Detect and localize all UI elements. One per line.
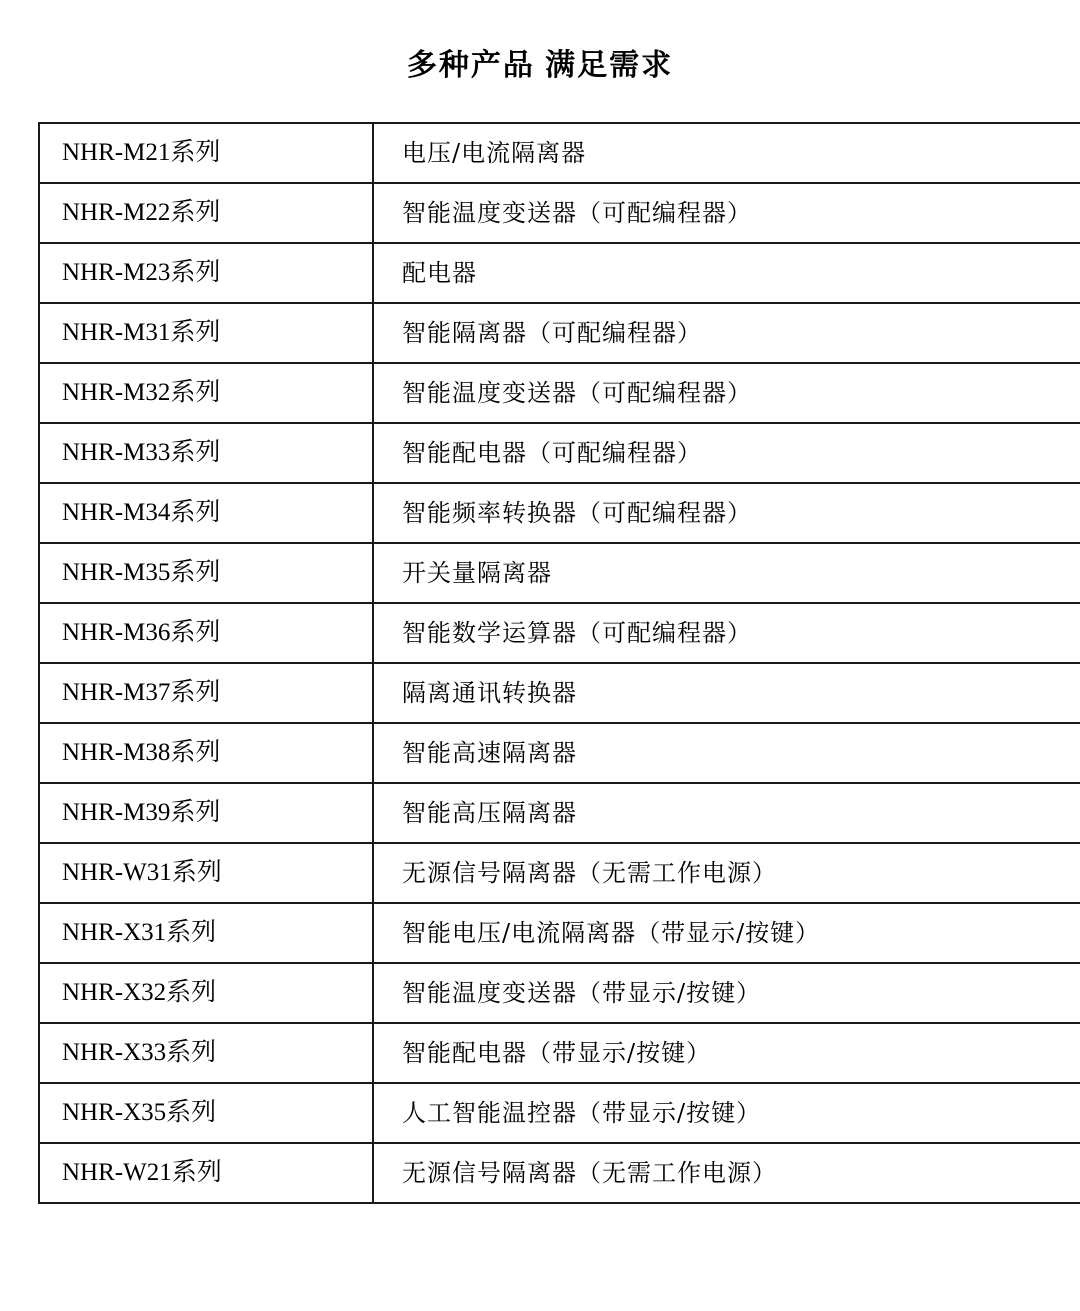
table-row xyxy=(39,123,1080,183)
table-row xyxy=(39,963,1080,1023)
product-model: NHR-W31系列 xyxy=(39,843,373,903)
product-model: NHR-M21系列 xyxy=(39,123,373,183)
product-model: NHR-M33系列 xyxy=(39,423,373,483)
product-model: NHR-W21系列 xyxy=(39,1143,373,1203)
product-model: NHR-X33系列 xyxy=(39,1023,373,1083)
product-model: NHR-M23系列 xyxy=(39,243,373,303)
table-row xyxy=(39,483,1080,543)
table-row xyxy=(39,783,1080,843)
product-model: NHR-M37系列 xyxy=(39,663,373,723)
table-row xyxy=(39,423,1080,483)
product-model: NHR-M38系列 xyxy=(39,723,373,783)
product-description: 配电器 xyxy=(373,243,1080,303)
product-model: NHR-M32系列 xyxy=(39,363,373,423)
table-row xyxy=(39,1143,1080,1203)
table-row xyxy=(39,723,1080,783)
product-description: 无源信号隔离器（无需工作电源） xyxy=(373,1143,1080,1203)
product-description: 电压/电流隔离器 xyxy=(373,123,1080,183)
product-description: 智能隔离器（可配编程器） xyxy=(373,303,1080,363)
product-description: 智能频率转换器（可配编程器） xyxy=(373,483,1080,543)
table-row xyxy=(39,303,1080,363)
table-row xyxy=(39,363,1080,423)
product-table xyxy=(38,122,1080,1204)
product-description: 人工智能温控器（带显示/按键） xyxy=(373,1083,1080,1143)
product-description: 开关量隔离器 xyxy=(373,543,1080,603)
product-description: 智能高速隔离器 xyxy=(373,723,1080,783)
product-model: NHR-M34系列 xyxy=(39,483,373,543)
table-row xyxy=(39,663,1080,723)
product-description: 智能配电器（可配编程器） xyxy=(373,423,1080,483)
product-description: 智能电压/电流隔离器（带显示/按键） xyxy=(373,903,1080,963)
table-row xyxy=(39,903,1080,963)
product-model: NHR-M31系列 xyxy=(39,303,373,363)
product-description: 智能温度变送器（带显示/按键） xyxy=(373,963,1080,1023)
page-title: 多种产品 满足需求 xyxy=(406,49,674,82)
product-model: NHR-M22系列 xyxy=(39,183,373,243)
table-row xyxy=(39,603,1080,663)
table-row xyxy=(39,543,1080,603)
table-row xyxy=(39,1083,1080,1143)
product-description: 隔离通讯转换器 xyxy=(373,663,1080,723)
product-model: NHR-X31系列 xyxy=(39,903,373,963)
table-row xyxy=(39,1023,1080,1083)
product-description: 无源信号隔离器（无需工作电源） xyxy=(373,843,1080,903)
product-table-body xyxy=(39,123,1080,1203)
product-model: NHR-M35系列 xyxy=(39,543,373,603)
table-row xyxy=(39,183,1080,243)
product-description: 智能温度变送器（可配编程器） xyxy=(373,183,1080,243)
product-table-container xyxy=(38,122,1042,1204)
product-description: 智能温度变送器（可配编程器） xyxy=(373,363,1080,423)
table-row xyxy=(39,843,1080,903)
product-model: NHR-M36系列 xyxy=(39,603,373,663)
product-description: 智能配电器（带显示/按键） xyxy=(373,1023,1080,1083)
product-description: 智能数学运算器（可配编程器） xyxy=(373,603,1080,663)
product-model: NHR-X32系列 xyxy=(39,963,373,1023)
product-model: NHR-X35系列 xyxy=(39,1083,373,1143)
product-description: 智能高压隔离器 xyxy=(373,783,1080,843)
table-row xyxy=(39,243,1080,303)
product-model: NHR-M39系列 xyxy=(39,783,373,843)
